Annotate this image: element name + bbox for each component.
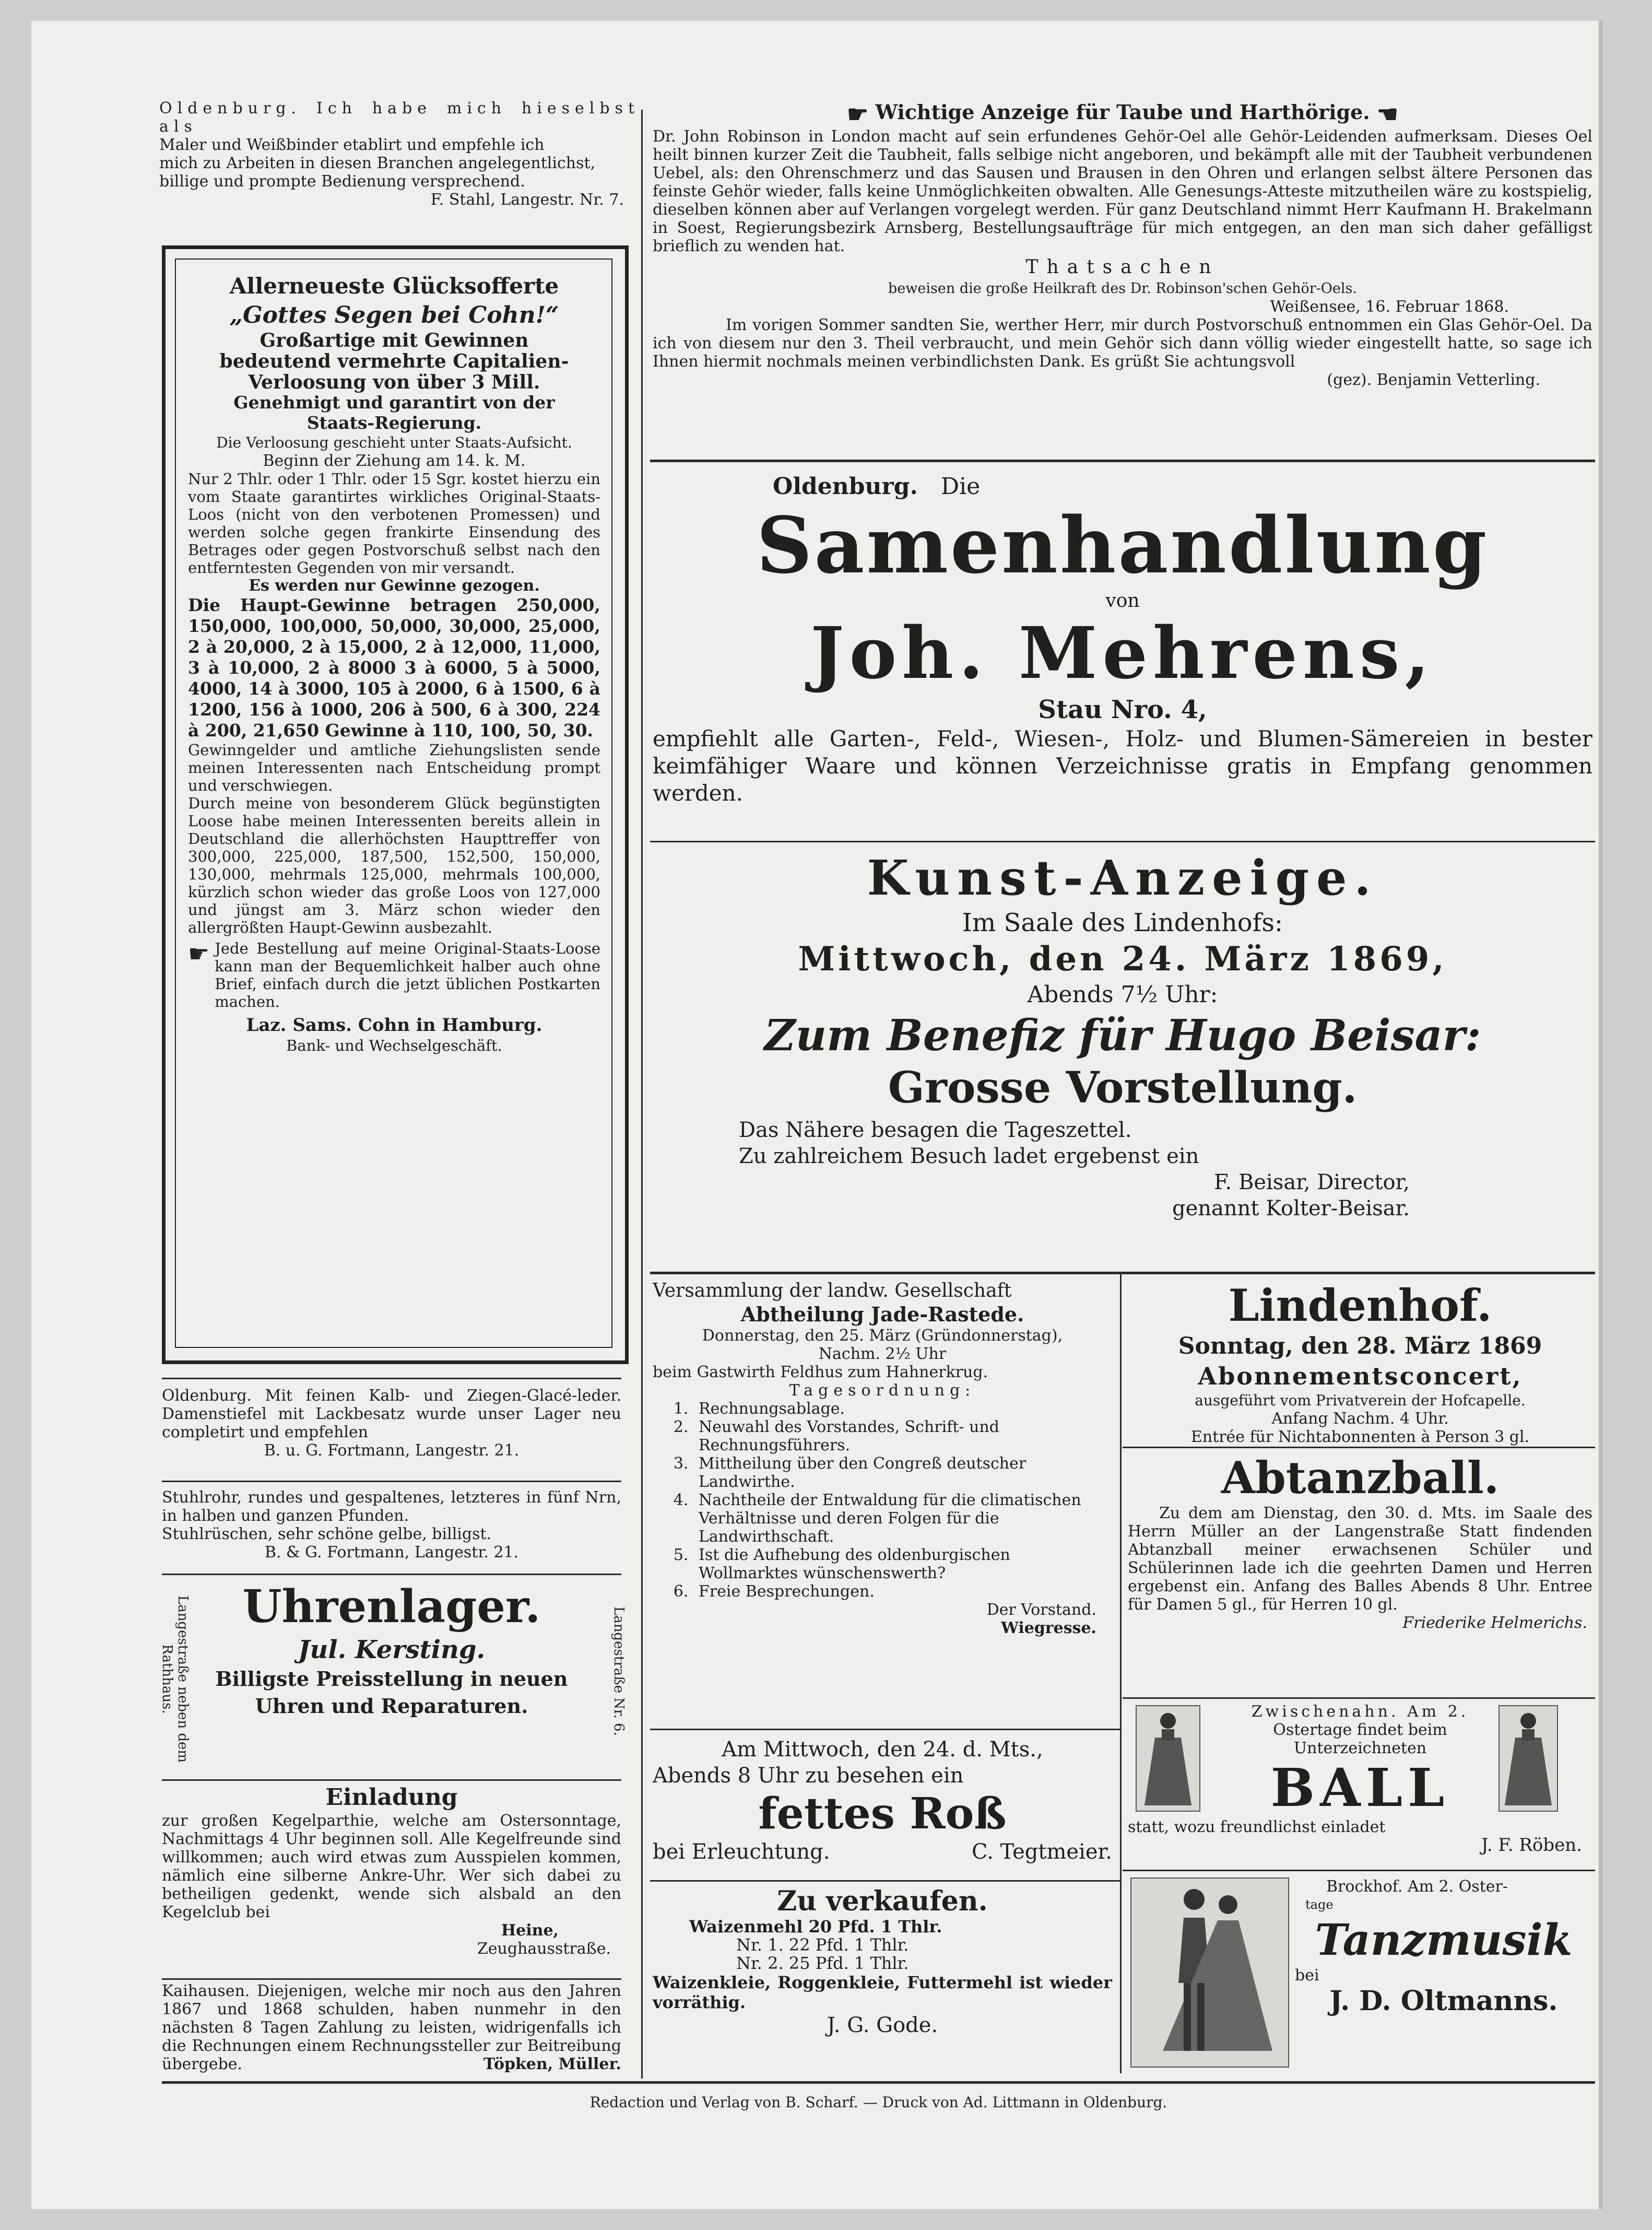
column-divider	[641, 110, 643, 2079]
ad-text: empfiehlt alle Garten-, Feld-, Wiesen-, Holz- und Blumen-Sämereien in bester keimfähiger Waare und können Verzeichnisse gratis in Empfang genommen werden.	[653, 726, 1592, 806]
side-text-right: Langestraße Nr. 6.	[611, 1606, 627, 1736]
ad-title: Einladung	[325, 1784, 458, 1811]
ad-signature: J. G. Gode.	[827, 2013, 938, 2037]
ad-text: Es werden nur Gewinne gezogen.	[249, 577, 540, 595]
ad-von: von	[1105, 590, 1140, 612]
ad-signature: genannt Kolter-Beisar.	[1172, 1196, 1410, 1220]
column-rule	[162, 1574, 621, 1575]
ad-signature: F. Stahl, Langestr. Nr. 7.	[430, 191, 624, 209]
ad-text: Beginn der Ziehung am 14. k. M.	[263, 452, 526, 470]
ad-title: Kunst-Anzeige.	[867, 850, 1378, 906]
ad-firm: Laz. Sams. Cohn in Hamburg.	[246, 1015, 542, 1036]
ad-stuhlrohr	[162, 1488, 621, 1562]
column-rule	[162, 1779, 621, 1781]
column-rule	[650, 1729, 1120, 1730]
price-row: Nr. 1. 22 Pfd. 1 Thlr.	[736, 1935, 909, 1955]
ad-title: BALL	[1270, 1757, 1450, 1818]
ad-text: Gewinngelder und amtliche Ziehungslisten sende meinen Interessenten nach Entscheidung prompt und verschwiegen.	[188, 741, 600, 794]
ad-text: Durch meine von besonderem Glück begünstigten Loose habe meinen Interessenten bereits allein in Deutschland die allerhöchsten Haupttreffer von 300,000, 225,000, 187,500, 152,500, 150,000, 130,000, mehrmals 125,000, mehrmals 100,000, kürzlich schon wieder das große Loos von 127,000 und jüngst am 3. März schon wieder den allergrößten Haupt-Gewinn ausbezahlt.	[188, 794, 600, 936]
ad-text: Am Mittwoch, den 24. d. Mts.,	[722, 1738, 1043, 1762]
ad-slogan: Billigste Preisstellung in neuen Uhren und Reparaturen.	[215, 1667, 568, 1718]
column-rule	[650, 841, 1595, 842]
page-edge	[1599, 21, 1603, 2209]
ad-lindenhof	[1128, 1280, 1592, 1446]
ad-signature: Heine,	[501, 1921, 559, 1940]
ad-robinson	[653, 99, 1592, 389]
ad-time: Abends 7½ Uhr:	[1027, 981, 1218, 1008]
agenda-item: 5. Ist die Aufhebung des oldenburgischen Wollmarktes wünschenswerth?	[693, 1546, 1112, 1582]
column-rule	[650, 1272, 1595, 1274]
agenda-item: 3. Mittheilung über den Congreß deutscher Landwirthe.	[693, 1454, 1112, 1491]
ad-versammlung	[653, 1280, 1112, 1637]
ad-text: Zwischenahn. Am 2.	[1251, 1703, 1469, 1721]
ad-text: Donnerstag, den 25. März (Gründonnerstag),	[702, 1327, 1063, 1345]
ad-ross	[653, 1736, 1112, 1865]
ad-subheading: beweisen die große Heilkraft des Dr. Robinson'schen Gehör-Oels.	[888, 280, 1357, 297]
ad-signature: Friederike Helmerichs.	[1402, 1614, 1587, 1632]
price-row: Waizenmehl 20 Pfd. 1 Thlr.	[689, 1917, 942, 1936]
ad-date: Mittwoch, den 24. März 1869,	[798, 940, 1447, 979]
ad-tanzmusik	[1295, 1877, 1592, 2018]
ad-signature: C. Tegtmeier.	[971, 1840, 1112, 1864]
ad-text: Das Nähere besagen die Tageszettel.	[739, 1118, 1132, 1142]
column-rule	[650, 1880, 1120, 1882]
ad-title: Uhrenlager.	[242, 1580, 541, 1633]
ad-signature-sub: Zeughausstraße.	[477, 1940, 611, 1958]
ad-signature: Der Vorstand.	[986, 1601, 1096, 1619]
column-rule	[1123, 1697, 1595, 1699]
ad-text: Zu dem am Dienstag, den 30. d. Mts. im Saale des Herrn Müller an der Langenstraße Statt findenden Abtanzball meiner erwachsenen Schüler und Schülerinnen lade ich die geehrten Damen und Herren ergebenst ein. Anfang des Balles Abends 8 Uhr. Entree für Damen 5 gl., für Herren 10 gl.	[1128, 1504, 1592, 1614]
ad-text: Dr. John Robinson in London macht auf sein erfundenes Gehör-Oel alle Gehör-Leidenden aufmerksam. Dieses Oel heilt binnen kurzer Zeit die Taubheit, falls selbige nicht angeboren, und bekämpft alle mit der Taubheit verbundenen Uebel, als: den Ohrenschmerz und das Sausen und Brausen in den Ohren und erlangen selbst ältere Personen das feinste Gehör wieder, falls keine Unmöglichkeiten obwalten. Alle Genesungs-Atteste mitzutheilen wäre zu kostspielig, dieselben können aber auf Verlangen vorgelegt werden. Für ganz Deutschland nimmt Herr Kaufmann H. Brakelmann in Soest, Regierungsbezirk Arnsberg, Bestellungsaufträge für mich entgegen, an den man sich daher gefälligst brieflich zu wenden hat.	[653, 127, 1592, 255]
ad-place: Im Saale des Lindenhofs:	[962, 908, 1283, 937]
ad-text: Oldenburg. Mit feinen Kalb- und Ziegen-Glacé-leder. Damenstiefel mit Lackbesatz wurde unser Lager neu completirt und empfehlen	[162, 1387, 621, 1441]
ad-name: Jul. Kersting.	[298, 1635, 486, 1664]
ad-ball	[1128, 1703, 1592, 1855]
column-rule	[1123, 1447, 1595, 1448]
ad-signature: F. Beisar, Director,	[1214, 1170, 1410, 1194]
agenda-item: 1. Rechnungsablage.	[693, 1400, 1112, 1418]
ad-verkaufen	[653, 1885, 1112, 2038]
footer-imprint: Redaction und Verlag von B. Scharf. — Druck von Ad. Littmann in Oldenburg.	[589, 2094, 1167, 2111]
ad-text: Abends 8 Uhr zu besehen ein	[653, 1764, 964, 1788]
ad-text: beim Gastwirth Feldhus zum Hahnerkrug.	[653, 1363, 988, 1381]
ad-subtitle: „Gottes Segen bei Cohn!“	[229, 302, 559, 328]
ad-text: Ostertage findet beim Unterzeichneten	[1273, 1721, 1447, 1757]
ad-text: zur großen Kegelparthie, welche am Ostersonntage, Nachmittags 4 Uhr beginnen soll. Alle Kegelfreunde sind willkommen; auch wird etwas zum Ausspielen kommen, nämlich eine silberne Ankre-Uhr. Wer sich dabei zu betheiligen gedenkt, wende sich alsbald an den Kegelclub bei	[162, 1812, 621, 1921]
ad-prize-list: Die Haupt-Gewinne betragen 250,000, 150,000, 100,000, 50,000, 30,000, 25,000, 2 à 20,000, 2 à 15,000, 2 à 12,000, 11,000, 3 à 10,000, 2 à 8000 3 à 6000, 5 à 5000, 4000, 14 à 3000, 105 à 2000, 6 à 1500, 6 à 1200, 156 à 1000, 206 à 500, 6 à 300, 224 à 200, 21,650 Gewinne à 110, 100, 50, 30.	[188, 595, 600, 741]
agenda-list	[653, 1400, 1112, 1601]
ad-text: Versammlung der landw. Gesellschaft	[653, 1280, 1012, 1301]
ad-text: Nachm. 2½ Uhr	[818, 1345, 947, 1363]
price-row: Nr. 2. 25 Pfd. 1 Thlr.	[736, 1953, 909, 1973]
ad-signature: B. & G. Fortmann, Langestr. 21.	[264, 1543, 519, 1562]
ad-lottery	[188, 272, 600, 1055]
ad-title: fettes Roß	[758, 1789, 1007, 1839]
ad-abtanzball	[1128, 1452, 1592, 1632]
ad-signature: J. F. Röben.	[1481, 1835, 1582, 1856]
ad-text: Im vorigen Sommer sandten Sie, werther Herr, mir durch Postvorschuß entnommen ein Glas Gehör-Oel. Da ich von diesem nur den 3. Theil verbraucht, und mein Gehör sich dann völlig wieder eingestellt hatte, so sage ich Ihnen hiermit nochmals meinen verbindlichsten Dank. Es grüßt Sie achtungsvoll	[653, 315, 1592, 371]
ad-event: Abonnementsconcert,	[1198, 1362, 1523, 1390]
ad-text: bei Erleuchtung.	[653, 1840, 830, 1864]
ad-signature: (gez). Benjamin Vetterling.	[1327, 370, 1540, 389]
ad-fortmann-leather	[162, 1387, 621, 1460]
ad-text: Brockhof. Am 2. Oster-	[1326, 1877, 1508, 1896]
ad-uhrenlager	[159, 1580, 627, 1773]
ad-text: billige und prompte Bedienung versprechend.	[159, 172, 525, 191]
footer-rule	[162, 2081, 1595, 2084]
ad-title: Wichtige Anzeige für Taube und Harthörige.	[875, 100, 1370, 124]
ad-benefiz: Zum Benefiz für Hugo Beisar:	[764, 1011, 1481, 1061]
column-rule	[162, 1481, 621, 1482]
ad-text: Kaihausen. Diejenigen, welche mir noch aus den Jahren 1867 und 1868 schulden, haben nunmehr in den nächsten 8 Tagen Zahlung zu leisten, widrigenfalls ich die Rechnungen einem Rechnungssteller zur Beitreibung übergebe.	[162, 1982, 621, 2073]
ad-title: Tanzmusik	[1315, 1915, 1573, 1965]
ad-text: Oldenburg. Ich habe mich hieselbst als	[159, 99, 640, 136]
pointing-hand-icon: ☛	[188, 940, 210, 968]
newspaper-page	[31, 21, 1603, 2209]
ad-title: Lindenhof.	[1228, 1280, 1492, 1331]
ad-signature: Wiegresse.	[1001, 1619, 1096, 1637]
ad-headline: Staats-Regierung.	[306, 413, 482, 433]
ad-text: Waizenkleie, Roggenkleie, Futtermehl ist wieder vorräthig.	[653, 1973, 1112, 2012]
ad-address: Stau Nro. 4,	[1038, 695, 1207, 724]
column-rule	[162, 1378, 621, 1379]
ad-signature: B. u. G. Fortmann, Langestr. 21.	[264, 1441, 520, 1460]
ad-kunst	[653, 849, 1592, 1222]
side-text-left: Langestraße neben dem Rathhaus.	[159, 1595, 191, 1763]
ad-name: J. D. Oltmanns.	[1329, 1985, 1558, 2017]
ad-date: Sonntag, den 28. März 1869	[1178, 1333, 1542, 1359]
ad-text: bei	[1295, 1966, 1319, 1985]
ad-text: Stuhlrüschen, sehr schöne gelbe, billigst.	[162, 1525, 492, 1543]
ad-einladung	[162, 1783, 621, 1958]
ad-lead: Die	[940, 473, 981, 500]
dancing-couple-image	[1130, 1877, 1289, 2068]
ad-text: Die Verloosung geschieht unter Staats-Aufsicht.	[216, 434, 572, 451]
pointing-hand-icon: ☛	[846, 100, 869, 128]
ad-headline: Großartige mit Gewinnen	[259, 330, 529, 351]
column-rule	[162, 1978, 621, 1980]
ad-text: Entrée für Nichtabonnenten à Person 3 gl.	[1190, 1428, 1530, 1446]
ad-stahl-painter	[159, 99, 640, 209]
ad-headline: bedeutend vermehrte Capitalien-	[219, 350, 569, 372]
ad-text: Maler und Weißbinder etablirt und empfehle ich	[159, 136, 545, 154]
ad-text: Abtheilung Jade-Rastede.	[740, 1302, 1024, 1326]
ad-text: Zu zahlreichem Besuch ladet ergebenst ein	[739, 1144, 1199, 1168]
ad-name: Joh. Mehrens,	[810, 612, 1435, 695]
ad-heading: Tagesordnung:	[789, 1381, 976, 1400]
ad-text: ausgeführt vom Privatverein der Hofcapelle.	[1195, 1392, 1526, 1409]
column-rule	[1123, 1870, 1595, 1871]
ad-text: mich zu Arbeiten in diesen Branchen angelegentlichst,	[159, 154, 596, 172]
ad-text: Nur 2 Thlr. oder 1 Thlr. oder 15 Sgr. kostet hierzu ein vom Staate garantirtes wirkliches Original-Staats-Loos (nicht von den verbotenen Promessen) und werden solche gegen frankirte Einsendung des Betrages oder gegen Postvorschuß selbst nach den entferntesten Gegenden von mir versandt.	[188, 470, 600, 577]
ad-text: Jede Bestellung auf meine Original-Staats-Loose kann man der Bequemlichkeit halber auch ohne Brief, einfach durch die jetzt üblichen Postkarten machen.	[215, 940, 600, 1011]
agenda-item: 2. Neuwahl des Vorstandes, Schrift- und Rechnungsführers.	[693, 1418, 1112, 1454]
column-rule	[650, 460, 1595, 462]
ad-samenhandlung	[653, 473, 1592, 807]
ad-signature: Töpken, Müller.	[483, 2055, 621, 2073]
ad-date: Weißensee, 16. Februar 1868.	[1270, 297, 1509, 316]
ad-text: Stuhlrohr, rundes und gespaltenes, letzteres in fünf Nrn, in halben und ganzen Pfunden.	[162, 1488, 621, 1525]
dancing-couple-illustration	[1131, 1879, 1288, 2067]
ad-headline: Genehmigt und garantirt von der	[233, 392, 555, 413]
ad-title: Samenhandlung	[756, 500, 1489, 591]
ad-heading: Thatsachen	[1025, 256, 1220, 278]
column-divider	[1120, 1274, 1122, 2073]
ad-title: Abtanzball.	[1221, 1452, 1500, 1504]
ad-kaihausen	[162, 1982, 621, 2073]
ad-text: Anfang Nachm. 4 Uhr.	[1271, 1410, 1449, 1428]
ad-firm-sub: Bank- und Wechselgeschäft.	[286, 1037, 502, 1054]
ad-headline: Verloosung von über 3 Mill.	[248, 371, 540, 393]
ad-title: Zu verkaufen.	[777, 1885, 988, 1917]
ad-text: tage	[1305, 1897, 1334, 1912]
ad-place: Oldenburg.	[773, 473, 918, 500]
ad-show: Grosse Vorstellung.	[888, 1063, 1358, 1113]
agenda-item: 6. Freie Besprechungen.	[693, 1582, 1112, 1601]
pointing-hand-icon: ☚	[1376, 100, 1399, 128]
agenda-item: 4. Nachtheile der Entwaldung für die climatischen Verhältnisse und deren Folgen für die Landwirthschaft.	[693, 1491, 1112, 1546]
ad-text: statt, wozu freundlichst einladet	[1128, 1818, 1386, 1836]
ad-title: Allerneueste Glücksofferte	[229, 273, 559, 299]
